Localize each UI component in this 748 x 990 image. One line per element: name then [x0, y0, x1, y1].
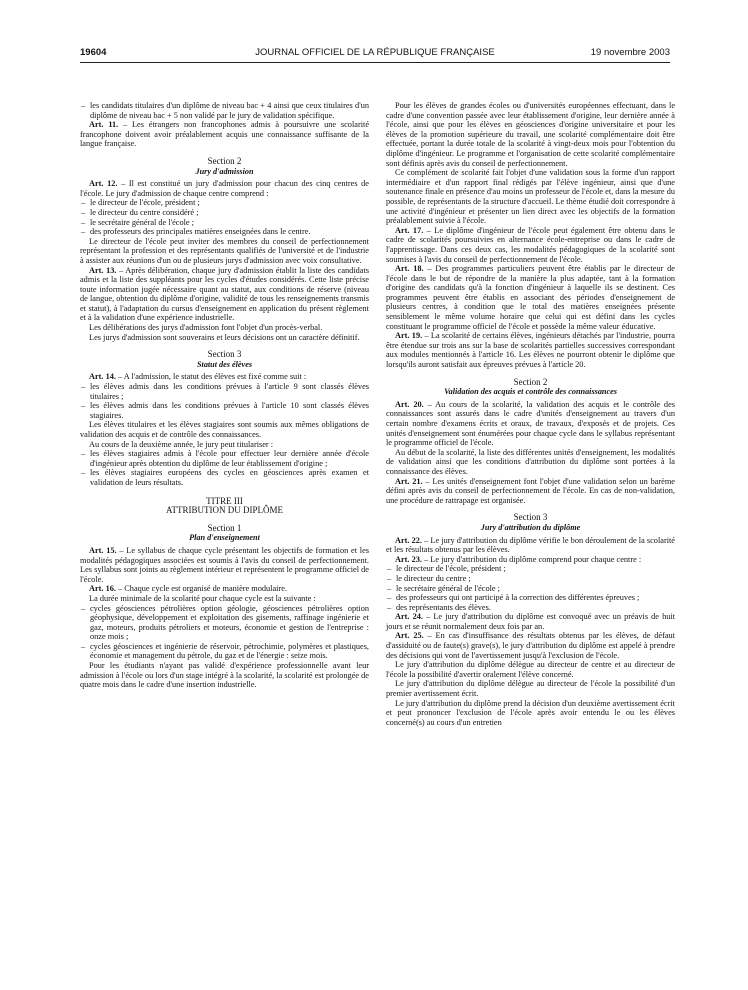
- article-12: [80, 179, 369, 198]
- article-text: – Des programmes particuliers peuvent être établis par le directeur de l'école dans le but de répondre de la manière la plus adaptée, tant à la formation d'origine des candidats qu'à la fonction d'ingénieur à laquelle ils se destinent. Ces programmes peuvent être établis en associant des périodes d'enseignement de plusieurs centres, à condition que le total des matières enseignées présente sensiblement le même volume horaire que celui qui est défini dans les cycles constituant le programme officiel de l'école et possède la même valeur éducative.: [386, 264, 675, 331]
- article-22: [386, 536, 675, 555]
- paragraph: Le jury d'attribution du diplôme prend la décision d'un deuxième avertissement écrit et peut prononcer l'exclusion de l'école après avoir entendu le ou les élèves concerné(s) au cours d'un entretien: [386, 698, 675, 727]
- paragraph: Les délibérations des jurys d'admission font l'objet d'un procès-verbal.: [89, 323, 323, 333]
- article-14: [80, 372, 369, 382]
- article-text: – Le jury d'attribution du diplôme comprend pour chaque centre :: [421, 554, 642, 564]
- article-label: Art. 23.: [395, 554, 422, 564]
- article-label: Art. 20.: [395, 399, 424, 409]
- article-15: [80, 546, 369, 584]
- list-item: – les élèves admis dans les conditions prévues à l'article 9 sont classés élèves titulaires ;: [80, 382, 369, 401]
- list-item: – les élèves admis dans les conditions prévues à l'article 10 sont classés élèves stagiaires.: [80, 401, 369, 420]
- article-label: Art. 25.: [395, 631, 424, 641]
- list-item: – les élèves stagiaires européens des cycles en géosciences après examen et validation de leurs résultats.: [80, 468, 369, 487]
- article-label: Art. 11.: [89, 120, 119, 130]
- article-label: Art. 14.: [89, 372, 116, 382]
- article-13: [80, 266, 369, 324]
- list-item: – le secrétaire général de l'école ;: [80, 218, 369, 228]
- article-text: – Après délibération, chaque jury d'admission établit la liste des candidats admis et la liste des suppléants pour les cycles d'études considérés. Cette liste précise toute information jugée nécessaire quant au statut, aux conditions de réserve (niveau de langue, obtention du diplôme d'origine, validité de tous les renseignements transmis et statut), à l'adaptation du cursus d'enseignement en application du présent règlement et à la validation d'une expérience industrielle.: [80, 265, 369, 323]
- paragraph: Le directeur de l'école peut inviter des membres du conseil de perfectionnement représentant la profession et des représentants qualifiés de l'université et de l'industrie à assister aux réunions d'un ou de plusieurs jurys d'admission avec voix consultative.: [80, 236, 369, 265]
- page-number: 19604: [80, 47, 107, 58]
- list-item: – des représentants des élèves.: [386, 603, 675, 613]
- list-item: – le directeur du centre ;: [386, 574, 675, 584]
- paragraph: Au cours de la deuxième année, le jury peut titulariser :: [89, 439, 274, 449]
- paragraph: Ce complément de scolarité fait l'objet d'une validation sous la forme d'un rapport intermédiaire et d'un rapport final rédigés par l'élève ingénieur, ainsi que d'une soutenance finale en présence d'au moins un professeur de l'école et, dans la mesure du possible, de représentants de la structure d'accueil. Le thème étudié doit correspondre à une activité d'ingénieur et présenter un lien direct avec les objectifs de la formation préalablement suivie à l'école.: [386, 168, 676, 226]
- list-item: – le secrétaire général de l'école ;: [386, 584, 675, 594]
- article-label: Art. 18.: [395, 264, 424, 274]
- article-text: – Les unités d'enseignement font l'objet d'une validation selon un barème défini après avis du conseil de perfectionnement de l'école. En cas de non-validation, une procédure de rattrapage est organisée.: [386, 476, 675, 505]
- article-25: [386, 631, 675, 660]
- list-item: – le directeur de l'école, président ;: [80, 198, 369, 208]
- paragraph: Le jury d'attribution du diplôme délègue au directeur de centre et au directeur de l'école la possibilité d'avertir oralement l'élève concerné.: [386, 660, 675, 679]
- article-label: Art. 21.: [395, 476, 423, 486]
- left-column: [80, 101, 369, 690]
- right-column: [386, 101, 675, 727]
- article-text: – Le syllabus de chaque cycle présentant les objectifs de formation et les modalités pédagogiques associées est soumis à l'avis du conseil de perfectionnement. Les syllabus sont joints au règlement intérieur et représentent le programme officiel de l'école.: [80, 545, 369, 584]
- article-18: [386, 264, 675, 331]
- paragraph: Au début de la scolarité, la liste des différentes unités d'enseignement, les modalités de validation ainsi que les conditions d'attribution du diplôme sont portées à la connaissance des élèves.: [386, 447, 675, 476]
- article-label: Art. 13.: [89, 265, 117, 275]
- paragraph: La durée minimale de la scolarité pour chaque cycle est la suivante :: [89, 593, 316, 603]
- list-item: – le directeur du centre considéré ;: [80, 208, 369, 218]
- section-heading: Section 3: [207, 349, 242, 360]
- article-21: [386, 477, 675, 506]
- section-title: Plan d'enseignement: [189, 533, 260, 543]
- article-text: – Le jury d'attribution du diplôme est convoqué avec un préavis de huit jours et se réunit normalement deux fois par an.: [386, 612, 675, 631]
- article-19: [386, 331, 675, 369]
- article-label: Art. 15.: [89, 545, 117, 555]
- page-header: [80, 48, 670, 63]
- paragraph: Les élèves titulaires et les élèves stagiaires sont soumis aux mêmes obligations de validation des acquis et de contrôle des connaissances.: [80, 420, 369, 439]
- article-24: [386, 612, 675, 631]
- article-17: [386, 226, 675, 264]
- article-text: – Il est constitué un jury d'admission pour chacun des cinq centres de l'école. Le jury d'admission de chaque centre comprend :: [80, 179, 369, 198]
- section-heading: Section 2: [513, 376, 548, 387]
- article-text: – Le jury d'attribution du diplôme vérifie le bon déroulement de la scolarité et les résultats obtenus par les élèves.: [386, 535, 675, 555]
- article-11: [80, 120, 369, 149]
- article-16: [80, 584, 369, 594]
- list-item: – cycles géosciences et ingénierie de réservoir, pétrochimie, polymères et plastiques, économie et management du pétrole, du gaz et de l'énergie : seize mois.: [80, 642, 369, 661]
- journal-title: JOURNAL OFFICIEL DE LA RÉPUBLIQUE FRANÇAISE: [255, 47, 495, 58]
- article-20: [386, 400, 675, 448]
- list-item: – des professeurs des principales matières enseignées dans le centre.: [80, 227, 369, 237]
- paragraph: Pour les élèves de grandes écoles ou d'universités européennes effectuant, dans le cadre d'une convention passée avec leur établissement d'origine, leur dernière année à l'école, ainsi que pour les élèves en géosciences d'origine universitaire et pour les élèves de la promotion supérieure du travail, une scolarité complémentaire doit être effectuée, portant la durée totale de la scolarité à vingt-deux mois pour l'obtention du diplôme d'ingénieur. Le programme et l'organisation de cette scolarité complémentaire sont définis après avis du conseil de perfectionnement.: [386, 101, 675, 168]
- article-text: – Les étrangers non francophones admis à poursuivre une scolarité francophone doivent avoir préalablement acquis une connaissance suffisante de la langue française.: [80, 120, 370, 149]
- article-text: – Au cours de la scolarité, la validation des acquis et le contrôle des connaissances sont assurés dans le cadre d'unités d'enseignement au travers d'un certain nombre d'examens écrits et oraux, de travaux, d'exposés et de projets. Ces unités d'enseignement sont énumérées pour chaque cycle dans le syllabus représentant le programme officiel de l'école.: [386, 399, 675, 448]
- paragraph: Les jurys d'admission sont souverains et leurs décisions ont un caractère définitif.: [89, 332, 360, 342]
- list-item: – des professeurs qui ont participé à la correction des différentes épreuves ;: [386, 593, 675, 603]
- article-label: Art. 17.: [395, 225, 424, 235]
- list-item: – le directeur de l'école, président ;: [386, 564, 675, 574]
- section-title: Jury d'attribution du diplôme: [480, 522, 581, 532]
- title-heading: ATTRIBUTION DU DIPLÔME: [166, 505, 283, 516]
- article-text: – La scolarité de certains élèves, ingénieurs détachés par l'industrie, pourra être étendue sur trois ans sur la base de scolarités partielles successives correspondant aux modules mentionnés à l'article 16. Les élèves ne pourront obtenir le diplôme que lorsqu'ils auront satisfait aux épreuves prévues à l'article 20.: [386, 331, 675, 370]
- paragraph: Pour les étudiants n'ayant pas validé d'expérience professionnelle avant leur admission à l'école ou lors d'un stage intégré à la scolarité, la scolarité est prolongée de quatre mois dans le cadre d'une insertion industrielle.: [80, 661, 369, 690]
- section-heading: Section 2: [207, 155, 242, 166]
- article-label: Art. 22.: [395, 535, 423, 545]
- section-title: Statut des élèves: [196, 359, 253, 369]
- section-heading: Section 1: [207, 522, 242, 533]
- article-text: – Chaque cycle est organisé de manière modulaire.: [115, 584, 287, 594]
- article-23: [386, 555, 675, 565]
- title-number: TITRE III: [206, 495, 243, 506]
- article-label: Art. 19.: [395, 331, 423, 341]
- publication-date: 19 novembre 2003: [590, 47, 670, 58]
- section-title: Validation des acquis et contrôle des connaissances: [444, 387, 617, 397]
- list-item: – les élèves stagiaires admis à l'école pour effectuer leur dernière année d'école d'ingénieur après obtention du diplôme de leur établissement d'origine ;: [80, 449, 369, 468]
- paragraph: Le jury d'attribution du diplôme délègue au directeur de l'école la possibilité d'un premier avertissement écrit.: [386, 679, 675, 699]
- list-item: – cycles géosciences pétrolières option géologie, géosciences pétrolières option géophysique, développement et exploitation des gisements, raffinage ingénierie et gaz, moteurs, produits pétroliers et moteurs, économie et gestion de l'entreprise : onze mois ;: [80, 604, 369, 642]
- section-title: Jury d'admission: [195, 166, 254, 176]
- article-text: – En cas d'insuffisance des résultats obtenus par les élèves, de défaut d'assiduité ou de faute(s) grave(s), le jury d'attribution du diplôme est appelé à prendre des décisions qui vont de l'avertissement jusqu'à l'exclusion de l'école.: [386, 631, 675, 660]
- list-item: – les candidats titulaires d'un diplôme de niveau bac + 4 ainsi que ceux titulaires d'un diplôme de niveau bac + 5 non validé par le jury de validation spécifique.: [80, 101, 369, 120]
- article-text: – A l'admission, le statut des élèves est fixé comme suit :: [115, 372, 307, 382]
- article-text: – Le diplôme d'ingénieur de l'école peut également être obtenu dans le cadre de scolarités poursuivies en alternance école-entreprise ou dans le cadre de l'apprentissage. Dans ces deux cas, les modalités pédagogiques de la scolarité sont soumises à l'avis du conseil de perfectionnement de l'école.: [386, 225, 675, 264]
- section-heading: Section 3: [513, 512, 548, 523]
- article-label: Art. 12.: [89, 179, 118, 189]
- article-label: Art. 24.: [395, 612, 423, 622]
- article-label: Art. 16.: [89, 584, 116, 594]
